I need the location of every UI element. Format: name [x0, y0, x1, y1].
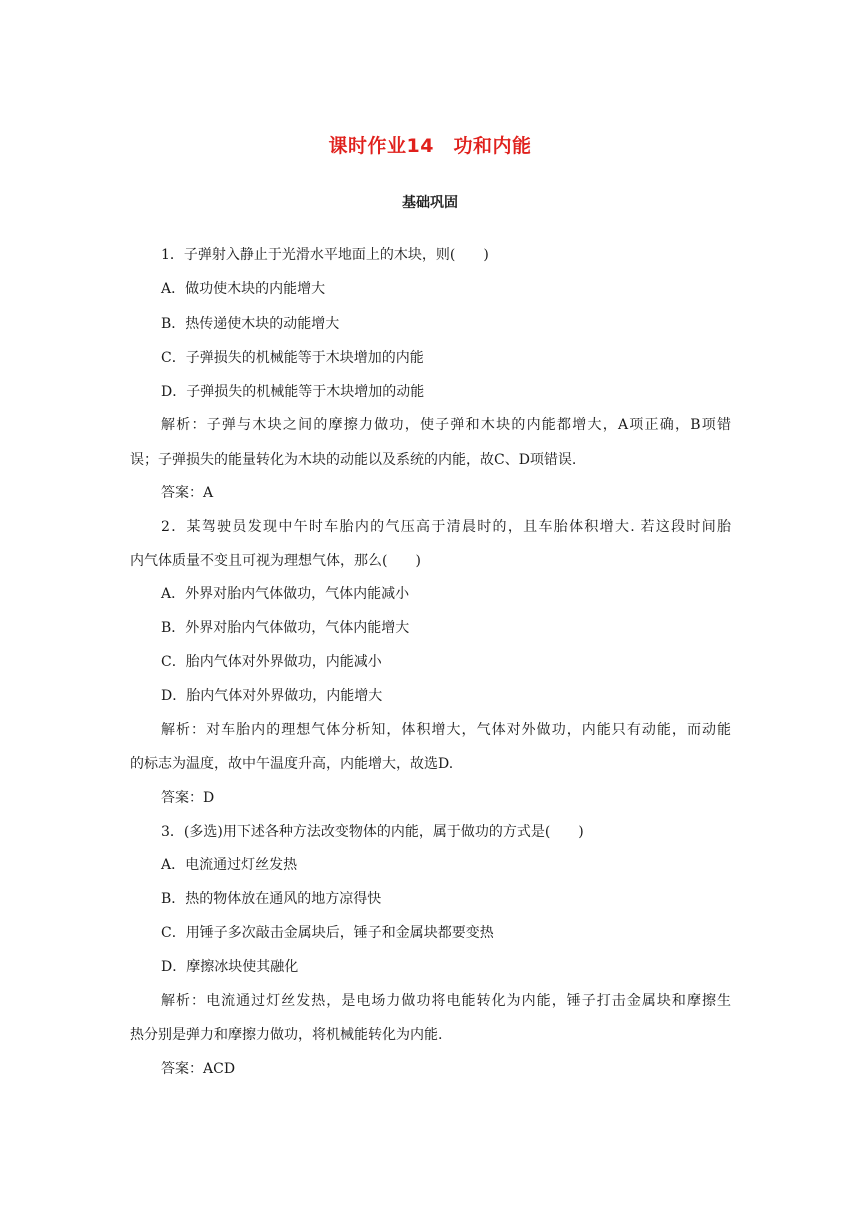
question-2-stem-line-1: 2．某驾驶员发现中午时车胎内的气压高于清晨时的，且车胎体积增大. 若这段时间胎 [161, 519, 731, 535]
question-1-option-d: D．子弹损失的机械能等于木块增加的动能 [161, 384, 425, 400]
question-1-analysis-line-1: 解析：子弹与木块之间的摩擦力做功，使子弹和木块的内能都增大，A项正确，B项错 [161, 417, 731, 433]
question-3-analysis-line-2: 热分别是弹力和摩擦力做功，将机械能转化为内能. [130, 1027, 443, 1043]
question-3-analysis-line-1: 解析：电流通过灯丝发热，是电场力做功将电能转化为内能，锤子打击金属块和摩擦生 [161, 993, 731, 1009]
question-3-option-b: B．热的物体放在通风的地方凉得快 [161, 891, 382, 907]
question-3-answer: 答案：ACD [161, 1061, 236, 1077]
question-2-option-a: A．外界对胎内气体做功，气体内能减小 [161, 586, 410, 602]
question-1-option-c: C．子弹损失的机械能等于木块增加的内能 [161, 350, 424, 366]
question-2-option-b: B．外界对胎内气体做功，气体内能增大 [161, 620, 410, 636]
section-heading: 基础巩固 [402, 195, 458, 211]
question-1-option-a: A．做功使木块的内能增大 [161, 281, 326, 297]
question-2-option-d: D．胎内气体对外界做功，内能增大 [161, 688, 383, 704]
question-1-option-b: B．热传递使木块的动能增大 [161, 316, 340, 332]
question-3-option-c: C．用锤子多次敲击金属块后，锤子和金属块都要变热 [161, 925, 494, 941]
question-3-option-a: A．电流通过灯丝发热 [161, 857, 298, 873]
question-2-option-c: C．胎内气体对外界做功，内能减小 [161, 654, 382, 670]
question-1-answer: 答案：A [161, 485, 214, 501]
question-1-stem: 1．子弹射入静止于光滑水平地面上的木块，则( ) [161, 247, 489, 263]
page-title: 课时作业14 功和内能 [328, 135, 532, 157]
question-3-stem: 3．(多选)用下述各种方法改变物体的内能，属于做功的方式是( ) [161, 824, 584, 840]
question-1-analysis-line-2: 误；子弹损失的能量转化为木块的动能以及系统的内能，故C、D项错误. [130, 452, 577, 468]
question-3-option-d: D．摩擦冰块使其融化 [161, 959, 299, 975]
question-2-analysis-line-1: 解析：对车胎内的理想气体分析知，体积增大，气体对外做功，内能只有动能，而动能 [161, 722, 731, 738]
question-2-stem-line-2: 内气体质量不变且可视为理想气体，那么( ) [130, 553, 421, 569]
question-2-answer: 答案：D [161, 790, 215, 806]
question-2-analysis-line-2: 的标志为温度，故中午温度升高，内能增大，故选D. [130, 756, 454, 772]
